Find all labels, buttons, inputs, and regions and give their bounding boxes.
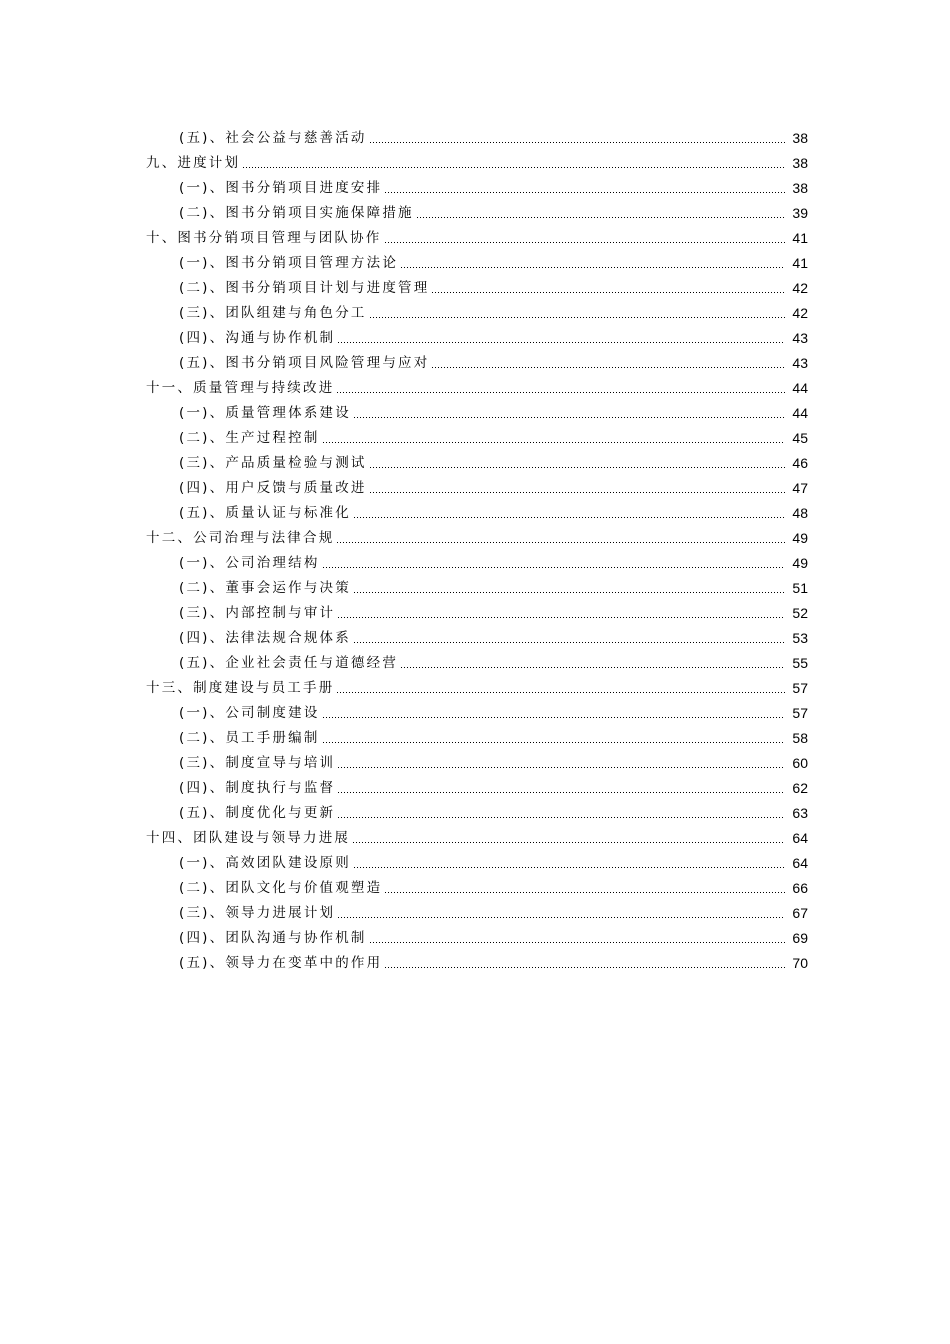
toc-entry-title: (三)、制度宣导与培训 [179, 755, 336, 771]
toc-entry-title: (五)、社会公益与慈善活动 [179, 130, 367, 146]
toc-page-number: 67 [792, 905, 808, 921]
toc-entry-title: (一)、公司制度建设 [179, 705, 320, 721]
toc-page-number: 69 [792, 930, 808, 946]
toc-entry-title: (二)、董事会运作与决策 [179, 580, 351, 596]
toc-dot-leader [353, 517, 785, 518]
toc-page-number: 51 [792, 580, 808, 596]
toc-page-number: 64 [792, 855, 808, 871]
toc-dot-leader [337, 817, 785, 818]
toc-entry-title: (二)、团队文化与价值观塑造 [179, 880, 383, 896]
toc-section-entry[interactable] [0, 724, 950, 749]
toc-entry-title: (二)、图书分销项目实施保障措施 [179, 205, 414, 221]
toc-dot-leader [337, 792, 785, 793]
toc-page-number: 49 [792, 555, 808, 571]
toc-dot-leader [322, 442, 785, 443]
toc-section-entry[interactable] [0, 649, 950, 674]
toc-entry-title: 十三、制度建设与员工手册 [146, 680, 335, 696]
toc-entry-title: (一)、图书分销项目管理方法论 [179, 255, 399, 271]
toc-dot-leader [369, 942, 785, 943]
toc-section-entry[interactable] [0, 699, 950, 724]
toc-section-entry[interactable] [0, 749, 950, 774]
toc-section-entry[interactable] [0, 499, 950, 524]
toc-dot-leader [384, 242, 786, 243]
toc-section-entry[interactable] [0, 449, 950, 474]
toc-page-number: 46 [792, 455, 808, 471]
toc-entry-title: (三)、产品质量检验与测试 [179, 455, 367, 471]
toc-page-number: 48 [792, 505, 808, 521]
toc-page-number: 66 [792, 880, 808, 896]
toc-page-number: 64 [792, 830, 808, 846]
toc-page-number: 62 [792, 780, 808, 796]
toc-page-number: 38 [792, 155, 808, 171]
toc-dot-leader [336, 542, 785, 543]
toc-dot-leader [369, 317, 785, 318]
toc-section-entry[interactable] [0, 574, 950, 599]
toc-dot-leader [322, 567, 785, 568]
toc-page-number: 41 [792, 230, 808, 246]
toc-page-number: 42 [792, 305, 808, 321]
toc-dot-leader [337, 617, 785, 618]
toc-dot-leader [336, 692, 785, 693]
toc-section-entry[interactable] [0, 299, 950, 324]
toc-page-number: 70 [792, 955, 808, 971]
toc-entry-title: (一)、公司治理结构 [179, 555, 320, 571]
toc-section-entry[interactable] [0, 874, 950, 899]
table-of-contents [0, 124, 950, 974]
toc-dot-leader [322, 742, 785, 743]
toc-page-number: 38 [792, 180, 808, 196]
toc-entry-title: 十一、质量管理与持续改进 [146, 380, 335, 396]
toc-entry-title: (五)、企业社会责任与道德经营 [179, 655, 399, 671]
toc-dot-leader [384, 967, 785, 968]
toc-section-entry[interactable] [0, 849, 950, 874]
toc-chapter-entry[interactable] [0, 524, 950, 549]
toc-entry-title: (五)、质量认证与标准化 [179, 505, 351, 521]
toc-entry-title: (四)、团队沟通与协作机制 [179, 930, 367, 946]
toc-dot-leader [242, 167, 785, 168]
toc-dot-leader [384, 192, 785, 193]
toc-page-number: 53 [792, 630, 808, 646]
toc-section-entry[interactable] [0, 549, 950, 574]
toc-chapter-entry[interactable] [0, 149, 950, 174]
toc-entry-title: (四)、制度执行与监督 [179, 780, 336, 796]
toc-section-entry[interactable] [0, 799, 950, 824]
toc-entry-title: (五)、领导力在变革中的作用 [179, 955, 383, 971]
toc-entry-title: (四)、沟通与协作机制 [179, 330, 336, 346]
toc-dot-leader [416, 217, 785, 218]
toc-entry-title: 十二、公司治理与法律合规 [146, 530, 335, 546]
toc-page-number: 47 [792, 480, 808, 496]
toc-section-entry[interactable] [0, 424, 950, 449]
toc-section-entry[interactable] [0, 924, 950, 949]
toc-page-number: 44 [792, 380, 808, 396]
toc-dot-leader [337, 342, 785, 343]
toc-dot-leader [400, 267, 785, 268]
toc-section-entry[interactable] [0, 949, 950, 974]
toc-entry-title: (五)、制度优化与更新 [179, 805, 336, 821]
toc-entry-title: (二)、图书分销项目计划与进度管理 [179, 280, 430, 296]
toc-entry-title: (三)、团队组建与角色分工 [179, 305, 367, 321]
toc-dot-leader [384, 892, 785, 893]
toc-chapter-entry[interactable] [0, 674, 950, 699]
toc-section-entry[interactable] [0, 249, 950, 274]
toc-dot-leader [369, 467, 785, 468]
toc-entry-title: (二)、生产过程控制 [179, 430, 320, 446]
toc-page-number: 58 [792, 730, 808, 746]
toc-section-entry[interactable] [0, 474, 950, 499]
toc-dot-leader [337, 767, 785, 768]
toc-page-number: 42 [792, 280, 808, 296]
toc-entry-title: (三)、领导力进展计划 [179, 905, 336, 921]
toc-section-entry[interactable] [0, 399, 950, 424]
toc-page-number: 60 [792, 755, 808, 771]
toc-section-entry[interactable] [0, 599, 950, 624]
toc-section-entry[interactable] [0, 349, 950, 374]
toc-entry-title: 十四、团队建设与领导力进展 [146, 830, 351, 846]
toc-section-entry[interactable] [0, 174, 950, 199]
toc-entry-title: 十、图书分销项目管理与团队协作 [146, 230, 382, 246]
toc-entry-title: (四)、用户反馈与质量改进 [179, 480, 367, 496]
toc-page-number: 57 [792, 680, 808, 696]
toc-entry-title: (一)、图书分销项目进度安排 [179, 180, 383, 196]
toc-page-number: 41 [792, 255, 808, 271]
toc-chapter-entry[interactable] [0, 224, 950, 249]
toc-dot-leader [336, 392, 785, 393]
toc-dot-leader [353, 417, 785, 418]
toc-entry-title: (一)、质量管理体系建设 [179, 405, 351, 421]
toc-dot-leader [353, 642, 785, 643]
toc-entry-title: 九、进度计划 [146, 155, 241, 171]
toc-section-entry[interactable] [0, 774, 950, 799]
toc-page-number: 45 [792, 430, 808, 446]
toc-dot-leader [369, 492, 785, 493]
toc-section-entry[interactable] [0, 124, 950, 149]
toc-section-entry[interactable] [0, 624, 950, 649]
toc-dot-leader [431, 367, 785, 368]
toc-section-entry[interactable] [0, 899, 950, 924]
toc-page-number: 44 [792, 405, 808, 421]
toc-entry-title: (五)、图书分销项目风险管理与应对 [179, 355, 430, 371]
toc-dot-leader [352, 842, 785, 843]
toc-dot-leader [322, 717, 785, 718]
toc-dot-leader [369, 142, 785, 143]
toc-entry-title: (二)、员工手册编制 [179, 730, 320, 746]
toc-dot-leader [353, 592, 785, 593]
toc-chapter-entry[interactable] [0, 824, 950, 849]
toc-page-number: 49 [792, 530, 808, 546]
toc-section-entry[interactable] [0, 324, 950, 349]
toc-entry-title: (四)、法律法规合规体系 [179, 630, 351, 646]
toc-page-number: 38 [792, 130, 808, 146]
toc-dot-leader [337, 917, 785, 918]
toc-dot-leader [353, 867, 785, 868]
toc-page-number: 55 [792, 655, 808, 671]
toc-page-number: 57 [792, 705, 808, 721]
toc-entry-title: (三)、内部控制与审计 [179, 605, 336, 621]
toc-section-entry[interactable] [0, 199, 950, 224]
toc-page-number: 43 [792, 355, 808, 371]
toc-page-number: 52 [792, 605, 808, 621]
toc-section-entry[interactable] [0, 274, 950, 299]
toc-page-number: 39 [792, 205, 808, 221]
toc-entry-title: (一)、高效团队建设原则 [179, 855, 351, 871]
toc-dot-leader [431, 292, 785, 293]
toc-dot-leader [400, 667, 785, 668]
toc-chapter-entry[interactable] [0, 374, 950, 399]
toc-page-number: 43 [792, 330, 808, 346]
toc-page-number: 63 [792, 805, 808, 821]
